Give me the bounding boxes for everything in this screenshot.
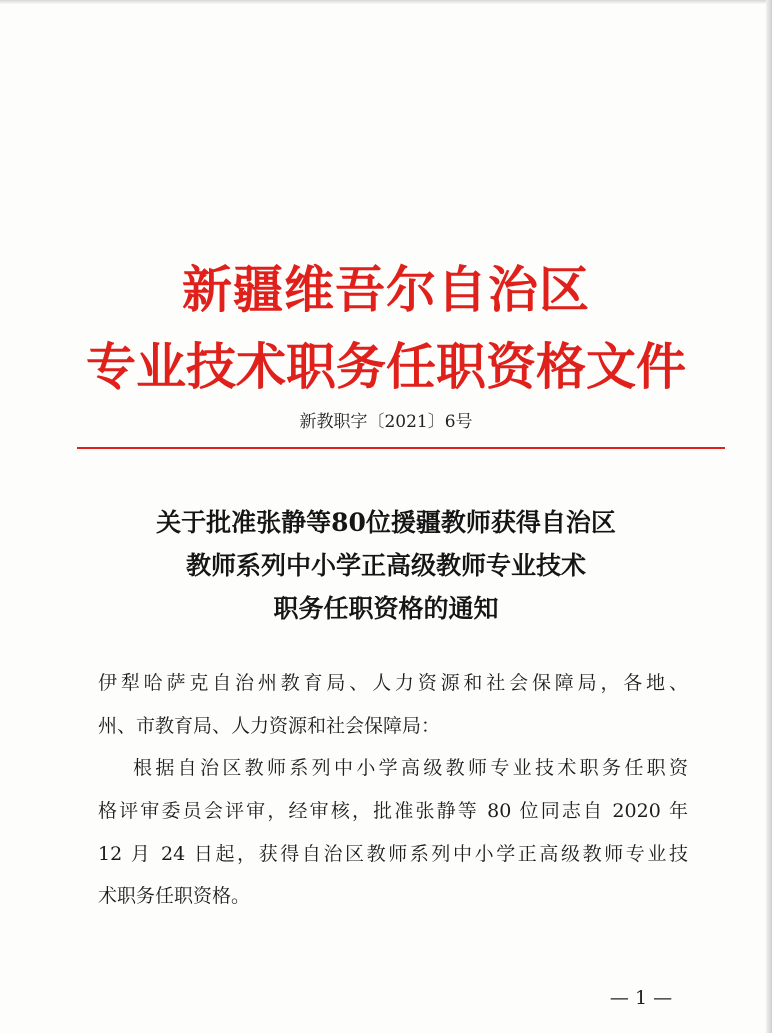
addressee-line-1: 伊犁哈萨克自治州教育局、人力资源和社会保障局，各地、	[98, 672, 688, 694]
notice-title-line-3: 职务任职资格的通知	[273, 594, 499, 623]
red-divider-line	[77, 447, 725, 449]
body-paragraph-line-1: 根据自治区教师系列中小学高级教师专业技术职务任职资	[133, 757, 688, 779]
notice-title-line-2: 教师系列中小学正高级教师专业技术	[185, 551, 586, 580]
body-paragraph-line-3: 12 月 24 日起，获得自治区教师系列中小学正高级教师专业技	[98, 843, 688, 865]
body-paragraph-line-2: 格评审委员会评审，经审核，批准张静等 80 位同志自 2020 年	[98, 800, 688, 822]
document-number: 新教职字〔2021〕6号	[299, 412, 473, 432]
header-issuer: 新疆维吾尔自治区	[182, 261, 590, 319]
scan-edge-top	[0, 0, 772, 4]
notice-title-line-1: 关于批准张静等80位援疆教师获得自治区	[156, 508, 616, 537]
addressee-line-2: 州、市教育局、人力资源和社会保障局：	[98, 715, 441, 737]
header-document-type: 专业技术职务任职资格文件	[86, 338, 686, 396]
page-number: — 1 —	[609, 987, 673, 1009]
body-paragraph-line-4: 术职务任职资格。	[98, 885, 251, 907]
